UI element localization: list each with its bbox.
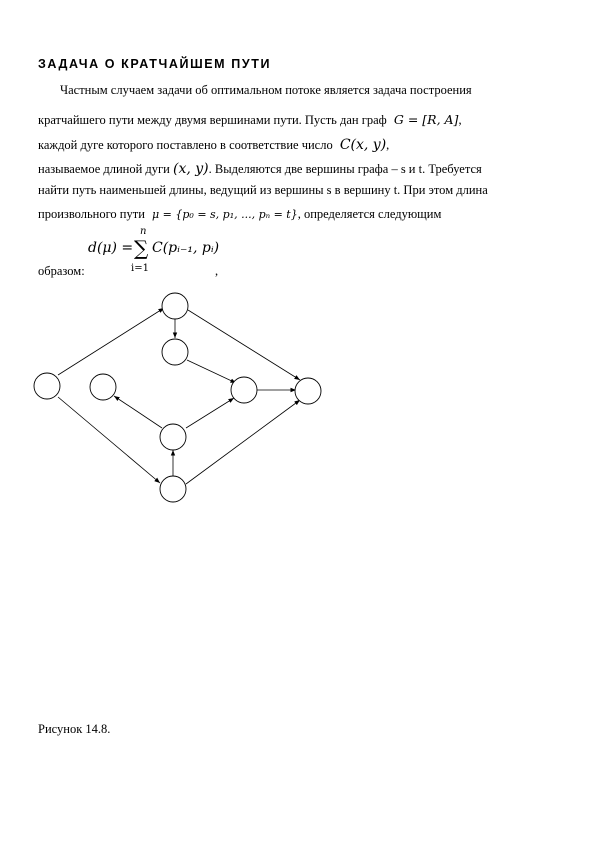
node-upper-middle (162, 339, 188, 365)
node-source (34, 373, 60, 399)
paragraph-line-3-end: , (386, 138, 390, 152)
sum-lower-limit: i=1 (131, 263, 149, 274)
sum-upper-limit: n (140, 226, 147, 237)
edge-top-to-right (188, 310, 300, 380)
node-small-left (90, 374, 116, 400)
edge-left-to-bottom (58, 397, 160, 483)
paragraph-line-5: найти путь наименьшей длины, ведущий из вершины s в вершину t. При этом длина (38, 183, 488, 197)
edge-left-to-top (58, 308, 164, 375)
node-lower-middle (160, 424, 186, 450)
paragraph-line-2-text: кратчайшего пути между двумя вершинами пути. Пусть дан граф (38, 113, 387, 127)
node-top (162, 293, 188, 319)
node-bottom (160, 476, 186, 502)
edge-lower-middle-to-center (186, 398, 234, 428)
graph-formula: G = [R, A] (393, 112, 459, 127)
paragraph-line-2-end: , (458, 113, 462, 127)
edge-lower-middle-to-small-left (114, 396, 162, 428)
edge-bottom-to-right (186, 400, 300, 484)
edge-upper-middle-to-center (187, 360, 236, 383)
figure-caption: Рисунок 14.8. (38, 722, 111, 736)
node-center (231, 377, 257, 403)
arc-length-formula: C(x, y) (339, 137, 387, 153)
arc-formula: (x, y) (173, 161, 209, 177)
node-sink (295, 378, 321, 404)
paragraph-line-6-text: произвольного пути (38, 207, 145, 221)
paragraph-line-4-text: называемое длиной дуги (38, 162, 170, 176)
paragraph-line-1: Частным случаем задачи об оптимальном потоке является задача построения (60, 83, 472, 97)
paragraph-line-3-text: каждой дуге которого поставлено в соответствие число (38, 138, 333, 152)
path-formula: μ = {p₀ = s, p₁, ..., pₙ = t} (152, 208, 298, 221)
paragraph-line-7: образом: (38, 264, 85, 278)
paragraph-line-4-end: . Выделяются две вершины графа – s и t. Требуется (208, 162, 482, 176)
path-length-lhs: d(μ) = (88, 240, 134, 256)
section-title: ЗАДАЧА О КРАТЧАЙШЕМ ПУТИ (38, 57, 272, 71)
paragraph-line-7-end: , (215, 264, 219, 278)
sum-symbol: ∑ (134, 236, 149, 260)
sum-body: C(pᵢ₋₁, pᵢ) (152, 240, 220, 256)
paragraph-line-6-end: , определяется следующим (297, 207, 442, 221)
